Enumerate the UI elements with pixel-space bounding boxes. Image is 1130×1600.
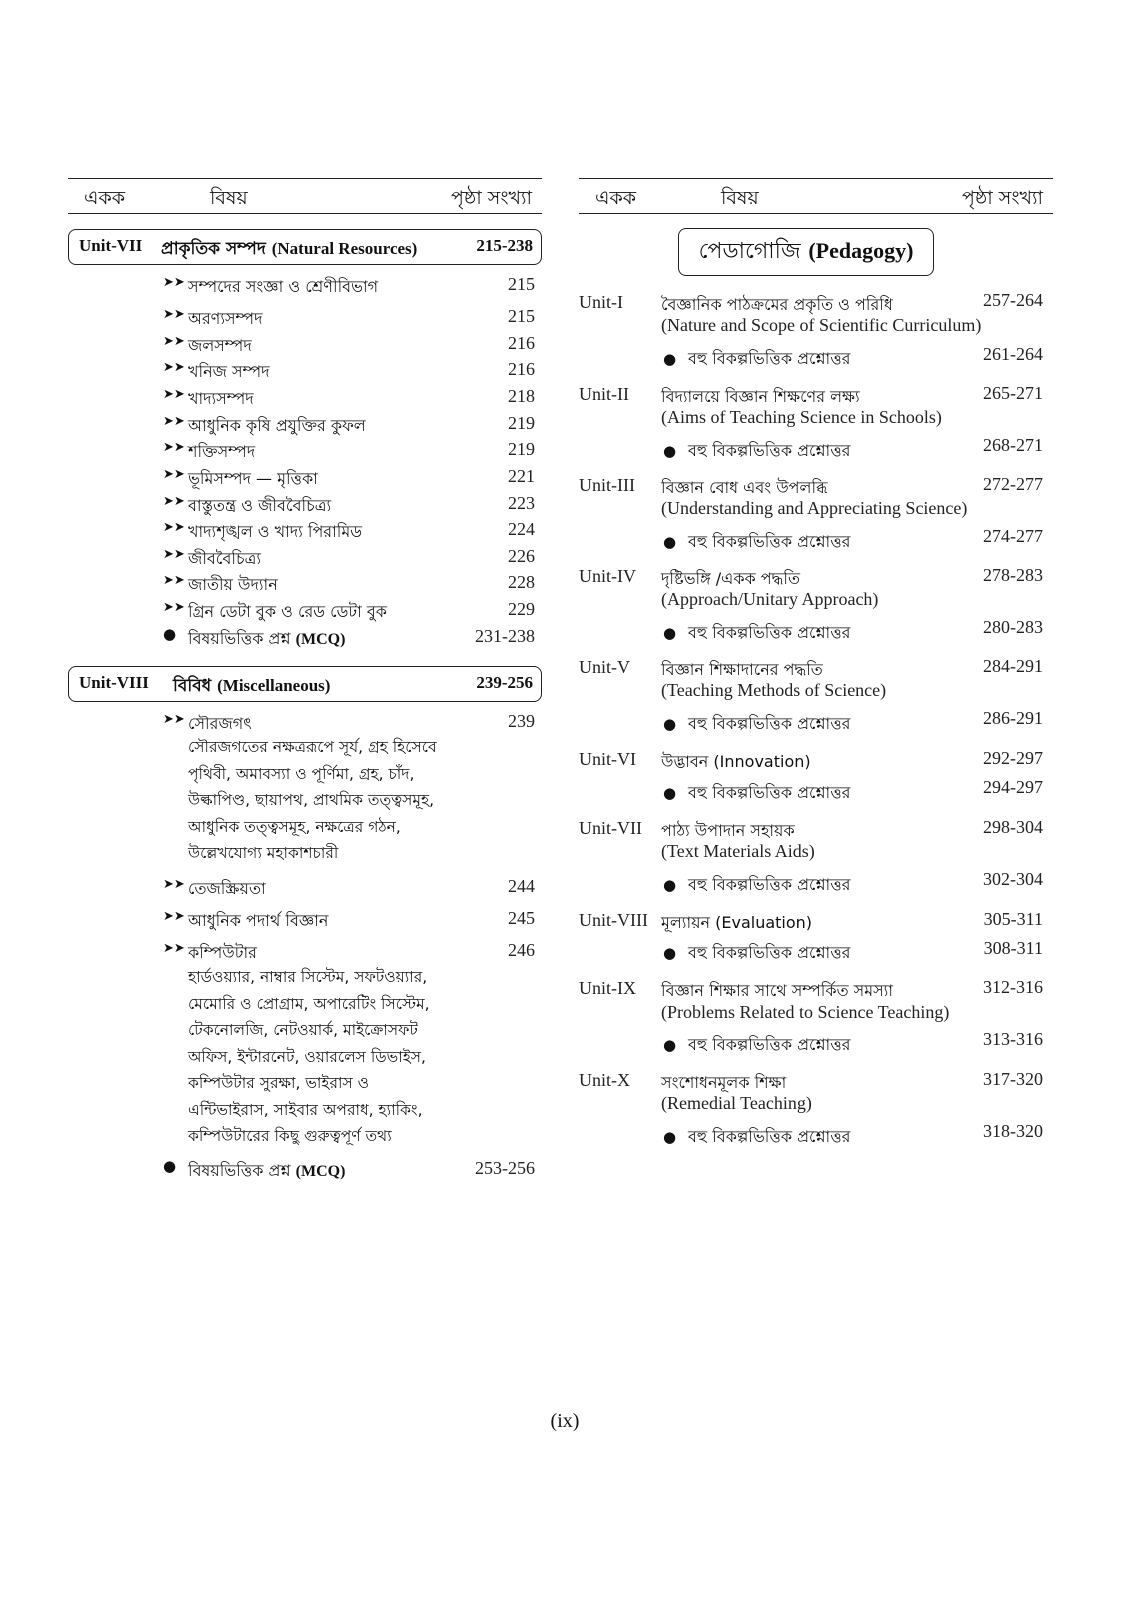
right-column-header bbox=[579, 178, 1053, 214]
section-title-en: (Pedagogy) bbox=[808, 238, 914, 263]
unit-range: 215-238 bbox=[476, 236, 533, 255]
unit-title: প্রাকৃতিক সম্পদ (Natural Resources) bbox=[161, 239, 418, 259]
unit-code: Unit-VII bbox=[79, 236, 143, 255]
page-number: (ix) bbox=[550, 1410, 580, 1432]
header-unit: একক bbox=[84, 187, 126, 209]
header-topic: বিষয় bbox=[210, 187, 248, 209]
toc-subtopics: হার্ডওয়্যার, নাম্বার সিস্টেম, সফটওয়্যার, মেমোরি ও প্রোগ্রাম, অপারেটিং সিস্টেম, টেকনোলজি, নেটওয়ার্ক, মাইক্রোসফট অফিস, ইন্টারনেট, ওয়ারলেস ডিভাইস, কম্পিউটার সুরক্ষা, ভাইরাস ও এন্টিভাইরাস, সাইবার অপরাধ, হ্যাকিং, কম্পিউটারের কিছু গুরুত্বপূর্ণ তথ্য bbox=[188, 968, 430, 1145]
left-column: একক বিষয় পৃষ্ঠা সংখ্যা Unit-VII প্রাকৃতিক সম্পদ (Natural Resources) 215-238 ➤➤ সম্পদের সংজ্ঞা ও শ্রেণীবিভাগ 215 ➤➤ অরণ্যসম্পদ 215 ➤➤ জলসম্পদ 216 ➤➤ খনিজ সম্পদ 216 ➤➤ খাদ্যসম্পদ 218 ➤➤ আধুনিক কৃষি প্রযুক্তির কুফল 219 ➤➤ শক্তিসম্পদ 219 ➤➤ ভূমিসম্পদ — মৃত্তিকা 221 ➤➤ বাস্তুতন্ত্র ও জীববৈচিত্র্য 223 ➤➤ খাদ্যশৃঙ্খল ও খাদ্য পিরামিড 224 ➤➤ জীববৈচিত্র্য 226 ➤➤ জাতীয় উদ্যান 228 ➤➤ গ্রিন ডেটা বুক ও রেড ডেটা বুক 229 ● বিষয়ভিত্তিক প্রশ্ন (MCQ) 231-238 Unit-VIII বিবিধ (Miscellaneous) 239-256 ➤➤ সৌরজগৎ 239 সৌরজগতের নক্ষত্ররূপে সূর্য, গ্রহ হিসেবে পৃথিবী, অমাবস্যা ও পূর্ণিমা, গ্রহ, চাঁদ, উল্কাপিণ্ড, ছায়াপথ, প্রাথমিক তত্ত্বসমূহ, আধুনিক তত্ত্বসমূহ, নক্ষত্রের গঠন, উল্লেখযোগ্য মহাকাশচারী ➤➤ তেজস্ক্রিয়তা 244 ➤➤ আধুনিক পদার্থ বিজ্ঞান 245 ➤➤ কম্পিউটার 246 হার্ডওয়্যার, নাম্বার সিস্টেম, সফটওয়্যার, মেমোরি ও প্রোগ্রাম, অপারেটিং সিস্টেম, টেকনোলজি, নেটওয়ার্ক, মাইক্রোসফট অফিস, ইন্টারনেট, ওয়ারলেস ডিভাইস, কম্পিউটার সুরক্ষা, ভাইরাস ও এন্টিভাইরাস, সাইবার অপরাধ, হ্যাকিং, কম্পিউটারের কিছু গুরুত্বপূর্ণ তথ্য ● বিষয়ভিত্তিক প্রশ্ন (MCQ) 253-256 bbox=[68, 178, 542, 214]
unit-7-box bbox=[68, 229, 542, 265]
header-page: পৃষ্ঠা সংখ্যা bbox=[961, 187, 1043, 209]
unit-code: Unit-VIII bbox=[79, 673, 149, 692]
toc-subtopics: সৌরজগতের নক্ষত্ররূপে সূর্য, গ্রহ হিসেবে পৃথিবী, অমাবস্যা ও পূর্ণিমা, গ্রহ, চাঁদ, উল্কাপিণ্ড, ছায়াপথ, প্রাথমিক তত্ত্বসমূহ, আধুনিক তত্ত্বসমূহ, নক্ষত্রের গঠন, উল্লেখযোগ্য মহাকাশচারী bbox=[188, 738, 437, 862]
left-column-header bbox=[68, 178, 542, 214]
unit-range: 239-256 bbox=[476, 673, 533, 692]
header-page: পৃষ্ঠা সংখ্যা bbox=[450, 187, 532, 209]
unit-8-box bbox=[68, 666, 542, 702]
section-title-box bbox=[678, 228, 934, 276]
header-unit: একক bbox=[595, 187, 637, 209]
section-title-bn: পেডাগোজি bbox=[698, 239, 801, 264]
right-column: একক বিষয় পৃষ্ঠা সংখ্যা পেডাগোজি (Pedagogy) Unit-I বৈজ্ঞানিক পাঠক্রমের প্রকৃতি ও পরিধি 257-264 (Nature and Scope of Scientific Curriculum) ● বহু বিকল্পভিত্তিক প্রশ্নোত্তর 261-264 Unit-II বিদ্যালয়ে বিজ্ঞান শিক্ষণের লক্ষ্য 265-271 (Aims of Teaching Science in Schools) ● বহু বিকল্পভিত্তিক প্রশ্নোত্তর 268-271 Unit-III বিজ্ঞান বোধ এবং উপলব্ধি 272-277 (Understanding and Appreciating Science) ● বহু বিকল্পভিত্তিক প্রশ্নোত্তর 274-277 Unit-IV দৃষ্টিভঙ্গি /একক পদ্ধতি 278-283 (Approach/Unitary Approach) ● বহু বিকল্পভিত্তিক প্রশ্নোত্তর 280-283 Unit-V বিজ্ঞান শিক্ষাদানের পদ্ধতি 284-291 (Teaching Methods of Science) ● বহু বিকল্পভিত্তিক প্রশ্নোত্তর 286-291 Unit-VI উদ্ভাবন (Innovation) 292-297 ● বহু বিকল্পভিত্তিক প্রশ্নোত্তর 294-297 Unit-VII পাঠ্য উপাদান সহায়ক 298-304 (Text Materials Aids) ● বহু বিকল্পভিত্তিক প্রশ্নোত্তর 302-304 Unit-VIII মূল্যায়ন (Evaluation) 305-311 ● বহু বিকল্পভিত্তিক প্রশ্নোত্তর 308-311 Unit-IX বিজ্ঞান শিক্ষার সাথে সম্পর্কিত সমস্যা 312-316 (Problems Related to Science Teaching) ● বহু বিকল্পভিত্তিক প্রশ্নোত্তর 313-316 Unit-X সংশোধনমূলক শিক্ষা 317-320 (Remedial Teaching) ● বহু বিকল্পভিত্তিক প্রশ্নোত্তর 318-320 bbox=[579, 178, 1053, 214]
unit-title: বিবিধ (Miscellaneous) bbox=[173, 676, 331, 696]
header-topic: বিষয় bbox=[721, 187, 759, 209]
